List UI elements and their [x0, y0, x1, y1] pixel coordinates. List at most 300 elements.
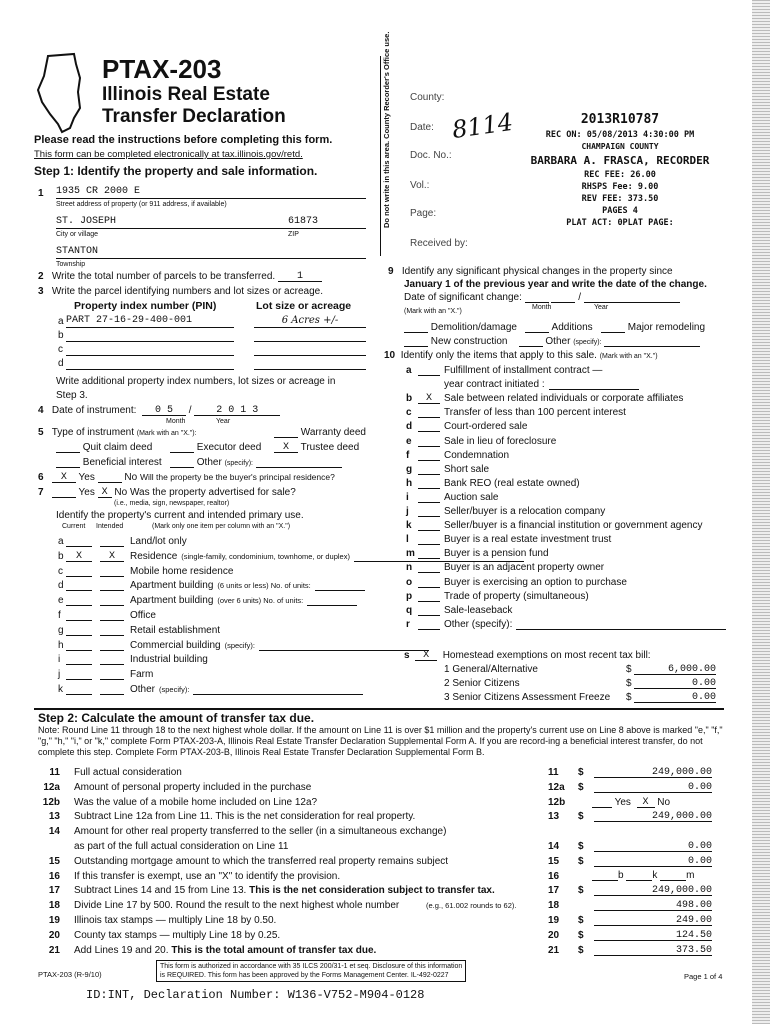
step2-line-text [74, 767, 182, 778]
apply-row-letter: i [406, 491, 409, 503]
apply-label-text: Buyer is a real estate investment trust [444, 534, 612, 546]
use-label-subtext: (specify): [159, 685, 190, 694]
use-row-letter: k [58, 684, 63, 695]
demolition-label: Demolition/damage [430, 322, 517, 333]
lot-column-header: Lot size or acreage [256, 300, 352, 312]
line7-hint: (i.e., media, sign, newspaper, realtor) [114, 500, 230, 507]
line8-intended-header: Intended [96, 523, 124, 530]
step2-line-text [74, 782, 311, 793]
apply-row-letter: e [406, 435, 412, 447]
stamp-rec-on: REC ON: 05/08/2013 4:30:00 PM [545, 130, 695, 140]
township-field[interactable]: STANTON [56, 246, 366, 259]
line7-number: 7 [38, 487, 44, 498]
use-label-text: Industrial building [130, 654, 208, 666]
line6-number: 6 [38, 472, 44, 483]
step2-amount-field[interactable]: 249.00 [594, 915, 712, 926]
use-row-letter: f [58, 610, 61, 621]
step2-title: Step 2: Calculate the amount of transfer tax due. [38, 711, 315, 725]
other-change-specify: (specify): [573, 339, 602, 346]
line16-b-mark[interactable] [592, 870, 618, 881]
step2-line-ref: 20 [548, 929, 560, 941]
trustee-deed-label: Trustee deed [300, 442, 360, 453]
step2-dollar-sign: $ [578, 855, 584, 867]
exemption-label: 3 Senior Citizens Assessment Freeze [444, 692, 611, 703]
step2-line-number: 11 [49, 767, 60, 778]
stamp-plat-act: PLAT ACT: 0PLAT PAGE: [566, 218, 674, 228]
line9-number: 9 [388, 266, 394, 277]
quit-claim-option[interactable] [56, 442, 152, 453]
apply-mark[interactable] [418, 478, 440, 489]
use-label [130, 684, 363, 695]
intended-use-mark[interactable] [100, 610, 124, 621]
intended-use-mark[interactable] [100, 669, 124, 680]
handwritten-number: 8114 [450, 107, 515, 145]
apply-label-text: Sale-leaseback [444, 604, 513, 616]
step2-dollar-sign: $ [578, 944, 584, 956]
step2-line-number: 12b [42, 796, 60, 808]
remodeling-label: Major remodeling [627, 322, 706, 333]
executor-deed-mark[interactable] [170, 442, 194, 453]
use-label-text: Land/lot only [130, 536, 187, 547]
step2-line-number: 19 [48, 915, 60, 926]
pin-row-letter: b [58, 330, 64, 341]
form-revision: PTAX-203 (R-9/10) [38, 970, 102, 979]
current-use-mark[interactable] [66, 595, 92, 606]
use-row-letter: g [58, 624, 64, 636]
homestead-mark[interactable]: X [415, 650, 437, 661]
step2-line-number: 12a [43, 781, 60, 793]
current-use-mark[interactable] [66, 536, 92, 547]
apply-row-letter: g [406, 463, 413, 475]
use-row-letter: h [58, 639, 64, 651]
use-label [130, 536, 187, 547]
apply-mark[interactable] [418, 436, 440, 447]
step2-line-text-plain: Amount of personal property included in the purchase [74, 781, 312, 793]
step2-line-text-plain: as part of the full actual consideration on Line 11 [74, 841, 289, 852]
line3-text: Write the parcel identifying numbers and lot sizes or acreage. [51, 286, 323, 297]
use-label-subtext: (single-family, condominium, townhome, or duplex) [181, 551, 350, 561]
apply-label [444, 619, 726, 630]
apply-mark[interactable] [418, 450, 440, 461]
homestead-letter: s [404, 650, 410, 661]
apply-mark[interactable] [418, 464, 440, 475]
line12b-yes-label: Yes [614, 797, 631, 808]
line3 [38, 286, 323, 297]
units-field[interactable] [315, 580, 365, 591]
step2-line-ref: 13 [548, 811, 560, 823]
step2-dollar-sign: $ [578, 781, 584, 793]
step2-dollar-sign: $ [578, 929, 584, 941]
step2-line-ref: 19 [548, 915, 560, 926]
additions-mark[interactable] [525, 322, 549, 333]
step2-dollar-sign: $ [578, 841, 584, 852]
line5-number: 5 [38, 427, 44, 438]
apply-row-letter: q [406, 604, 413, 616]
step2-amount-field[interactable]: 249,000.00 [594, 811, 712, 822]
executor-deed-option[interactable] [170, 442, 261, 453]
apply-label-text: Buyer is a pension fund [444, 548, 549, 560]
apply-label-text: Other (specify): [444, 618, 513, 630]
step2-line-text-plain: Full actual consideration [74, 767, 182, 778]
new-construction-label: New construction [430, 336, 508, 347]
lot-size-field[interactable]: 6 Acres +/- [254, 315, 366, 328]
warranty-deed-option[interactable] [274, 427, 366, 438]
instrument-year-field[interactable]: 2 0 1 3 [194, 405, 280, 416]
apply-row-letter: r [406, 618, 410, 630]
apply-label [444, 520, 702, 531]
current-use-mark[interactable] [66, 610, 92, 621]
step2-line-text [74, 841, 288, 852]
apply-mark[interactable] [418, 407, 440, 418]
warranty-deed-mark[interactable] [274, 427, 298, 438]
apply-label-text: Transfer of less than 100 percent interest [444, 407, 626, 419]
line3-number: 3 [38, 286, 44, 297]
other-change-field[interactable] [604, 336, 700, 347]
intended-use-mark[interactable] [100, 684, 124, 695]
specify-field[interactable] [193, 684, 363, 695]
use-row-letter: b [58, 550, 64, 562]
step2-line-text [74, 797, 317, 808]
new-construction-mark[interactable] [404, 336, 428, 347]
pin-field[interactable]: PART 27-16-29-400-001 [66, 315, 234, 328]
line9-text2: January 1 of the previous year and write the date of the change. [404, 279, 707, 290]
line12b-yes-mark[interactable] [592, 797, 612, 808]
year-caption: Year [216, 418, 231, 425]
pin-row-letter: a [58, 316, 64, 327]
change-month-field[interactable] [525, 292, 549, 303]
apply-label [444, 421, 527, 432]
street-address-field[interactable]: 1935 CR 2000 E [56, 186, 366, 199]
apply-row-letter: k [406, 520, 412, 532]
apply-label-text: Seller/buyer is a financial institution or government agency [444, 520, 703, 532]
step2-amount-field[interactable]: 124.50 [594, 930, 712, 941]
use-row-letter: c [58, 565, 63, 577]
pin-field[interactable] [66, 329, 234, 342]
apply-label [444, 562, 604, 573]
city-field[interactable] [56, 216, 366, 229]
change-month-field-2 [551, 292, 575, 303]
step2-line-text-plain: Amount for other real property transferred to the seller (in a simultaneous exchange) [74, 826, 447, 838]
step2-line-ref: 14 [548, 841, 560, 852]
line12b-options [592, 797, 670, 808]
line4-text: Date of instrument: [51, 405, 137, 416]
line9-year-caption: Year [594, 304, 609, 311]
step2-line-text-bold: This is the total amount of transfer tax due. [171, 944, 377, 956]
received-by-label: Received by: [410, 238, 468, 249]
lot-size-field[interactable] [254, 357, 366, 370]
stamp-rev-fee: REV FEE: 373.50 [581, 194, 659, 204]
step2-line-ref: 21 [548, 944, 560, 956]
use-label [130, 580, 365, 591]
step2-line-text [74, 826, 446, 837]
apply-label [444, 534, 611, 545]
current-use-mark[interactable] [66, 625, 92, 636]
apply-row-letter: a [406, 365, 412, 376]
trustee-deed-option[interactable] [274, 442, 359, 453]
scan-edge [752, 0, 770, 1024]
current-use-mark[interactable] [66, 566, 92, 577]
beneficial-interest-mark[interactable] [56, 457, 80, 468]
step2-amount-field[interactable]: 249,000.00 [594, 767, 712, 778]
remodeling-mark[interactable] [601, 322, 625, 333]
exemption-value-field[interactable]: 0.00 [634, 692, 716, 703]
apply-mark[interactable] [418, 605, 440, 616]
current-use-mark[interactable] [66, 580, 92, 591]
line4: 4 Date of instrument: 0 5 / 2 0 1 3 [38, 405, 280, 416]
other-instrument-mark[interactable] [170, 457, 194, 468]
step2-line-ref: 17 [548, 885, 560, 897]
units-field[interactable] [307, 595, 357, 606]
line6 [38, 472, 335, 483]
step2-note: Note: Round Line 11 through 18 to the next highest whole dollar. If the amount on Line 11 is over $1 million and the property's current use on Line 8 above is marked "e," "f," "g," "h," "i," or "k," complete Form PTAX-203-A, Illinois Real Estate Transfer Declaration Supplemental Form A. If you are record-ing a beneficial interest transfer, do not complete this step. Complete Form PTAX-203-B, Illinois Real Estate Transfer Declaration Supplemental Form B. [38, 725, 723, 757]
step2-line-ref: 18 [548, 900, 560, 912]
apply-label-text: Short sale [444, 463, 490, 475]
line6-no-label: No [124, 472, 138, 483]
intended-use-mark[interactable] [100, 566, 124, 577]
form-title-line2: Transfer Declaration [102, 106, 286, 127]
apply-row-letter: m [406, 548, 415, 560]
step2-line-text-plain: Illinois tax stamps — multiply Line 18 by 0.50. [74, 915, 277, 926]
apply-label-text: Sale between related individuals or corporate affiliates [444, 393, 684, 405]
line10 [384, 350, 658, 361]
apply-row-letter: b [406, 393, 413, 405]
declaration-number: ID:INT, Declaration Number: W136-V752-M904-0128 [86, 988, 425, 1002]
apply-row-letter: h [406, 477, 413, 489]
pin-field[interactable] [66, 357, 234, 370]
demolition-mark[interactable] [404, 322, 428, 333]
line12b-no-label: No [657, 797, 671, 808]
stamp-doc-number: 2013R10787 [580, 112, 660, 127]
use-row-letter: i [58, 654, 61, 666]
line2-text: Write the total number of parcels to be transferred. [51, 271, 276, 282]
line7-yes-mark[interactable] [52, 487, 76, 498]
line5-hint: (Mark with an "X."): [136, 430, 197, 437]
line16-m-label: m [686, 870, 695, 881]
step2-line-ref: 11 [548, 767, 559, 778]
other-instrument-field[interactable] [256, 457, 342, 468]
step2-amount-field[interactable]: 498.00 [594, 900, 712, 911]
instrument-month-field[interactable]: 0 5 [142, 405, 186, 416]
form-id: PTAX-203 [102, 54, 222, 84]
apply-label [444, 506, 605, 517]
beneficial-interest-option[interactable] [56, 457, 162, 468]
use-label [130, 669, 153, 680]
line16-options [592, 870, 694, 881]
other-instrument-label: Other [196, 457, 222, 468]
line6-no-mark[interactable] [98, 472, 122, 483]
quit-claim-label: Quit claim deed [82, 442, 153, 453]
line7-question: Was the property advertised for sale? [129, 487, 296, 498]
apply-label [444, 450, 509, 461]
pin-field[interactable] [66, 343, 234, 356]
step1-title: Step 1: Identify the property and sale information. [34, 164, 318, 178]
use-row-letter: a [58, 536, 64, 547]
step2-amount-field[interactable]: 0.00 [594, 841, 712, 852]
line5 [38, 427, 197, 438]
line5-text: Type of instrument [51, 427, 134, 438]
pin-row-letter: c [58, 344, 63, 355]
additions-label: Additions [551, 322, 593, 333]
lot-size-field[interactable] [254, 343, 366, 356]
quit-claim-mark[interactable] [56, 442, 80, 453]
stamp-rec-fee: REC FEE: 26.00 [584, 170, 656, 180]
apply-mark[interactable] [418, 562, 440, 573]
stamp-recorder: BARBARA A. FRASCA, RECORDER [530, 154, 710, 167]
step2-line-number: 14 [48, 826, 60, 838]
use-label-subtext: (specify): [224, 640, 256, 650]
line8-text: Identify the property's current and intended primary use. [56, 510, 304, 521]
additional-pin-note-2: Step 3. [56, 390, 88, 401]
line16-k-mark[interactable] [626, 870, 652, 881]
apply-row-letter: n [406, 562, 413, 574]
apply-label-text: Fulfillment of installment contract — [444, 365, 603, 376]
apply-mark[interactable] [418, 534, 440, 545]
month-caption: Month [166, 418, 186, 425]
use-label [130, 654, 208, 665]
other-change-mark[interactable] [519, 336, 543, 347]
step2-line-number: 20 [48, 929, 60, 941]
pin-column-header: Property index number (PIN) [74, 300, 217, 312]
change-year-field[interactable] [584, 292, 680, 303]
use-label-text: Retail establishment [130, 624, 221, 636]
apply-row-letter: p [406, 590, 413, 602]
use-row-letter: d [58, 580, 64, 592]
other-instrument-specify: (specify): [224, 460, 253, 467]
line7-no-mark[interactable]: X [98, 487, 112, 498]
line10-number: 10 [384, 350, 396, 361]
step2-line-number: 16 [48, 870, 60, 882]
line8-hint: (Mark only one item per column with an "X.") [152, 523, 291, 530]
apply-row-letter: l [406, 534, 409, 546]
step2-amount-field[interactable]: 0.00 [594, 782, 712, 793]
intended-use-mark[interactable] [100, 640, 124, 651]
specify-field[interactable] [259, 640, 429, 651]
current-use-mark[interactable] [66, 684, 92, 695]
apply-mark[interactable] [418, 619, 440, 630]
step2-dollar-sign: $ [578, 915, 584, 926]
intended-use-mark[interactable] [100, 536, 124, 547]
current-use-mark[interactable] [66, 654, 92, 665]
current-use-mark[interactable] [66, 669, 92, 680]
apply-label [444, 365, 602, 376]
apply-label [444, 577, 627, 588]
current-use-mark[interactable]: X [66, 551, 92, 562]
other-apply-field[interactable] [516, 619, 726, 630]
step2-dollar-sign: $ [578, 767, 584, 778]
line9-text3: Date of significant change: [404, 292, 522, 303]
authorization-line2: is REQUIRED. This form has been approved by the Forms Management Center. IL-492-0227 [160, 972, 449, 979]
instructions: Please read the instructions before completing this form. [34, 134, 333, 146]
line9 [388, 266, 673, 277]
pin-row-letter: d [58, 358, 64, 369]
contract-year-field[interactable] [549, 379, 639, 390]
intended-use-mark[interactable] [100, 625, 124, 636]
homestead-row [404, 650, 651, 661]
use-row-letter: j [58, 669, 61, 681]
additional-pin-note-1: Write additional property index numbers, lot sizes or acreage in [56, 376, 336, 387]
exemption-dollar-sign: $ [626, 664, 632, 675]
line10-hint: (Mark with an "X.") [599, 353, 658, 360]
apply-label [444, 393, 683, 404]
apply-mark[interactable] [418, 421, 440, 432]
apply-mark[interactable] [418, 506, 440, 517]
exemption-value-field[interactable]: 0.00 [634, 678, 716, 689]
exemption-dollar-sign: $ [626, 678, 632, 689]
use-label-subtext: (over 6 units) No. of units: [217, 596, 304, 606]
step2-line-text [74, 811, 415, 822]
step2-line-number: 15 [48, 855, 60, 867]
line2 [38, 271, 322, 282]
lot-size-field[interactable] [254, 329, 366, 342]
zip-value: 61873 [288, 216, 319, 227]
apply-label [444, 436, 556, 447]
step2-line-text [74, 871, 340, 882]
apply-mark[interactable] [418, 548, 440, 559]
other-instrument-option[interactable] [170, 457, 342, 468]
apply-mark[interactable] [418, 591, 440, 602]
line6-yes-mark[interactable]: X [52, 472, 76, 483]
stamp-rhsps-fee: RHSPS Fee: 9.00 [581, 182, 659, 192]
use-label-text: Other [130, 684, 156, 695]
current-use-mark[interactable] [66, 640, 92, 651]
step2-line-text [74, 856, 448, 867]
apply-label [444, 605, 512, 616]
use-label-text: Mobile home residence [130, 565, 234, 577]
line12b-no-mark[interactable]: X [637, 797, 655, 808]
step2-line-text [74, 930, 280, 941]
apply-mark[interactable] [418, 520, 440, 531]
apply-mark[interactable]: X [418, 393, 440, 404]
page-number: Page 1 of 4 [684, 972, 723, 981]
step2-amount-field[interactable]: 0.00 [594, 856, 712, 867]
exemption-value-field[interactable]: 6,000.00 [634, 664, 716, 675]
line6-question: Will the property be the buyer's principal residence? [139, 472, 335, 482]
apply-label-text: Bank REO (real estate owned) [444, 477, 580, 489]
use-label-subtext: (6 units or less) No. of units: [217, 581, 311, 591]
step2-line-ref: 12a [548, 781, 565, 793]
line16-b-label: b [618, 870, 624, 881]
step2-line-number: 17 [48, 885, 60, 897]
zip-caption: ZIP [288, 231, 299, 238]
intended-use-mark[interactable]: X [100, 551, 124, 562]
apply-mark[interactable] [418, 577, 440, 588]
apply-row-letter: f [406, 449, 410, 461]
trustee-deed-mark[interactable]: X [274, 442, 298, 453]
apply-label-text: year contract initiated : [444, 379, 545, 391]
step2-line-ref: 16 [548, 870, 560, 882]
exemption-label: 1 General/Alternative [444, 664, 538, 675]
intended-use-mark[interactable] [100, 595, 124, 606]
use-row-letter: e [58, 595, 64, 607]
parcel-count-field[interactable]: 1 [278, 271, 322, 282]
intended-use-mark[interactable] [100, 654, 124, 665]
apply-label-text: Trade of property (simultaneous) [444, 590, 589, 602]
apply-label-text: Sale in lieu of foreclosure [444, 435, 557, 447]
line9-month-caption: Month [532, 304, 552, 311]
use-label-text: Commercial building [130, 639, 221, 651]
line16-m-mark[interactable] [660, 870, 686, 881]
step2-amount-field[interactable]: 373.50 [594, 945, 712, 956]
step2-line-text-plain: Subtract Lines 14 and 15 from Line 13. [74, 885, 250, 897]
line9-options-row1 [404, 322, 705, 333]
apply-mark[interactable] [418, 492, 440, 503]
illinois-map-icon [34, 52, 86, 134]
intended-use-mark[interactable] [100, 580, 124, 591]
apply-mark[interactable] [418, 365, 440, 376]
step2-line-text [74, 885, 495, 896]
authorization-line1: This form is authorized in accordance with 35 ILCS 200/31-1 et seq. Disclosure of this information [160, 963, 463, 970]
step2-amount-field[interactable]: 249,000.00 [594, 885, 712, 896]
